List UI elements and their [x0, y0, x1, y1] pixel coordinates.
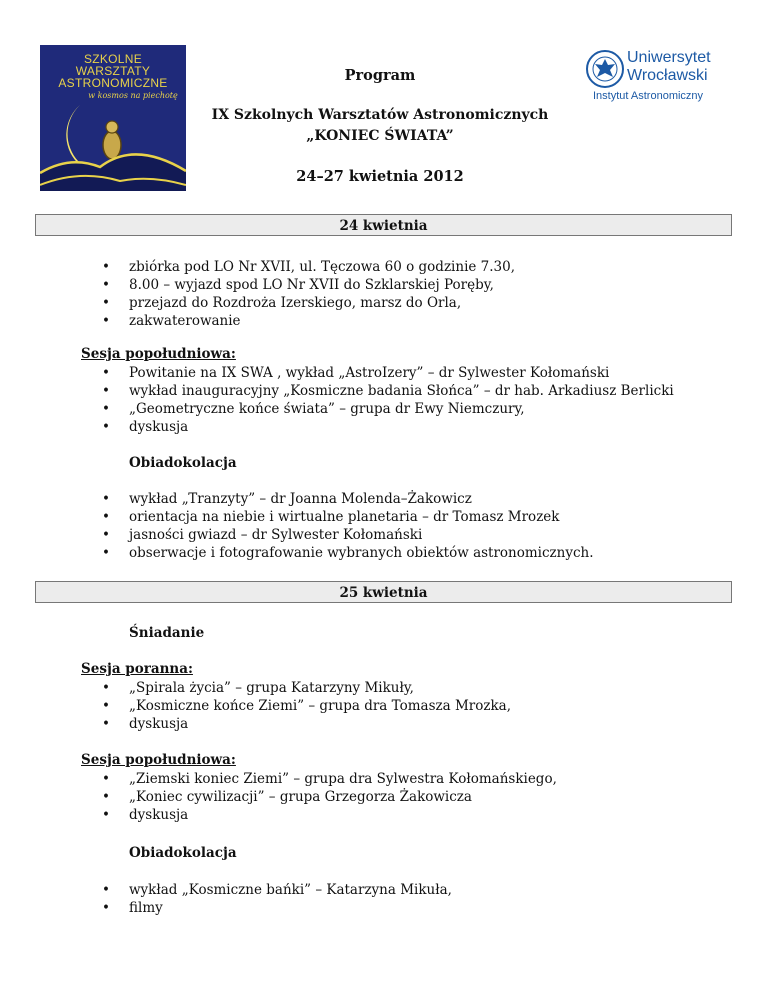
eagle-emblem-icon: [585, 47, 625, 91]
workshop-title: IX Szkolnych Warsztatów Astronomicznych: [211, 107, 549, 123]
logo-line-3: ASTRONOMICZNE: [58, 76, 168, 90]
day-header-25: 25 kwietnia: [35, 581, 732, 603]
workshop-dates: 24–27 kwietnia 2012: [296, 168, 464, 185]
university-name-line2: Wrocławski: [627, 67, 708, 84]
meal-heading: Obiadokolacja: [129, 845, 237, 861]
university-name-line1: Uniwersytet: [627, 49, 711, 66]
meal-heading: Obiadokolacja: [129, 455, 237, 471]
workshop-theme: „KONIEC ŚWIATA”: [306, 128, 454, 144]
university-logo: [585, 47, 730, 107]
session-heading: Sesja popołudniowa:: [81, 346, 236, 362]
logo-line-2: WARSZTATY: [75, 64, 151, 78]
institute-name: Instytut Astronomiczny: [593, 90, 704, 102]
meal-heading: Śniadanie: [129, 625, 205, 641]
program-heading: Program: [344, 67, 416, 84]
logo-slogan: w kosmos na piechotę: [88, 91, 178, 100]
workshop-logo: [40, 45, 186, 191]
session-heading: Sesja poranna:: [81, 661, 193, 677]
day-header-24: 24 kwietnia: [35, 214, 732, 236]
moon-hiker-icon: [40, 45, 186, 191]
logo-line-1: SZKOLNE: [83, 52, 143, 66]
session-heading: Sesja popołudniowa:: [81, 752, 236, 768]
